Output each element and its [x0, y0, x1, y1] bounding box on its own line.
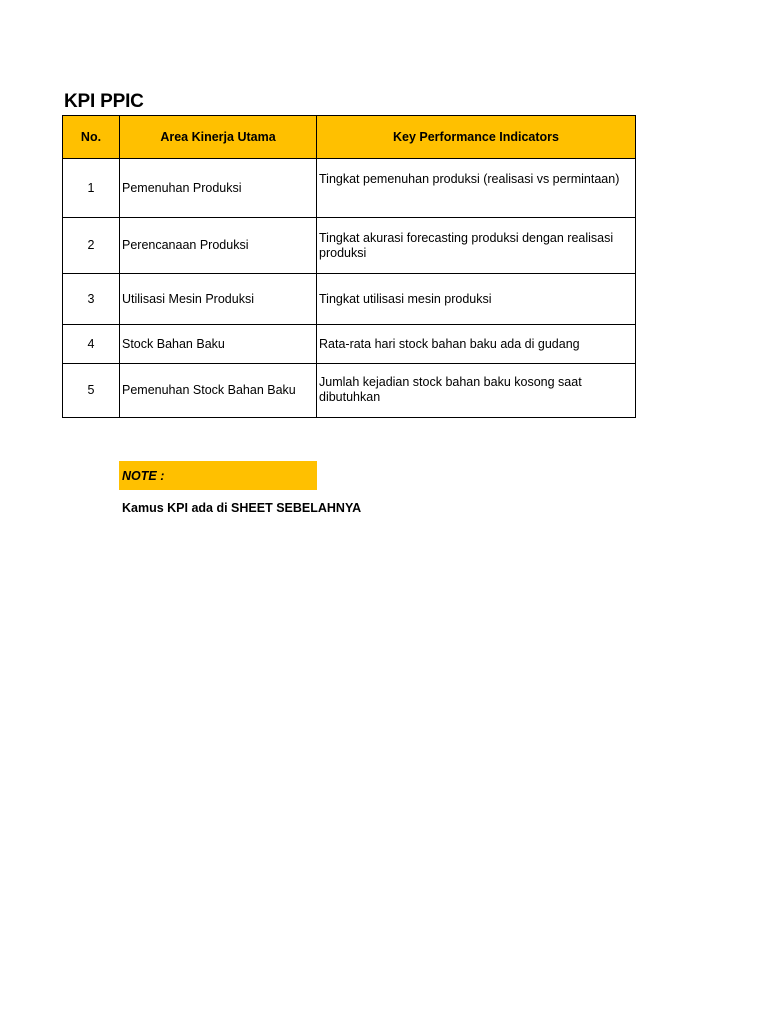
- cell-no: 3: [63, 274, 120, 325]
- cell-no: 4: [63, 325, 120, 364]
- header-kpi: Key Performance Indicators: [317, 116, 636, 159]
- table-row: [63, 274, 636, 325]
- kpi-table: [62, 115, 636, 418]
- table-row: [63, 218, 636, 274]
- note-label: NOTE :: [122, 468, 165, 483]
- cell-no: 1: [63, 159, 120, 218]
- table-header-row: [63, 116, 636, 159]
- note-box: [119, 461, 317, 490]
- cell-area: Pemenuhan Stock Bahan Baku: [120, 364, 317, 418]
- table-row: [63, 325, 636, 364]
- note-text: Kamus KPI ada di SHEET SEBELAHNYA: [122, 501, 362, 515]
- cell-no: 2: [63, 218, 120, 274]
- cell-area: Utilisasi Mesin Produksi: [120, 274, 317, 325]
- table-row: [63, 159, 636, 218]
- cell-kpi: Jumlah kejadian stock bahan baku kosong saat dibutuhkan: [317, 364, 636, 418]
- cell-no: 5: [63, 364, 120, 418]
- cell-kpi: Tingkat utilisasi mesin produksi: [317, 274, 636, 325]
- cell-kpi: Tingkat pemenuhan produksi (realisasi vs permintaan): [317, 159, 636, 218]
- cell-area: Perencanaan Produksi: [120, 218, 317, 274]
- cell-area: Pemenuhan Produksi: [120, 159, 317, 218]
- header-no: No.: [63, 116, 120, 159]
- cell-kpi: Tingkat akurasi forecasting produksi dengan realisasi produksi: [317, 218, 636, 274]
- table-row: [63, 364, 636, 418]
- cell-kpi: Rata-rata hari stock bahan baku ada di gudang: [317, 325, 636, 364]
- page-title: KPI PPIC: [64, 91, 144, 112]
- cell-area: Stock Bahan Baku: [120, 325, 317, 364]
- header-area: Area Kinerja Utama: [120, 116, 317, 159]
